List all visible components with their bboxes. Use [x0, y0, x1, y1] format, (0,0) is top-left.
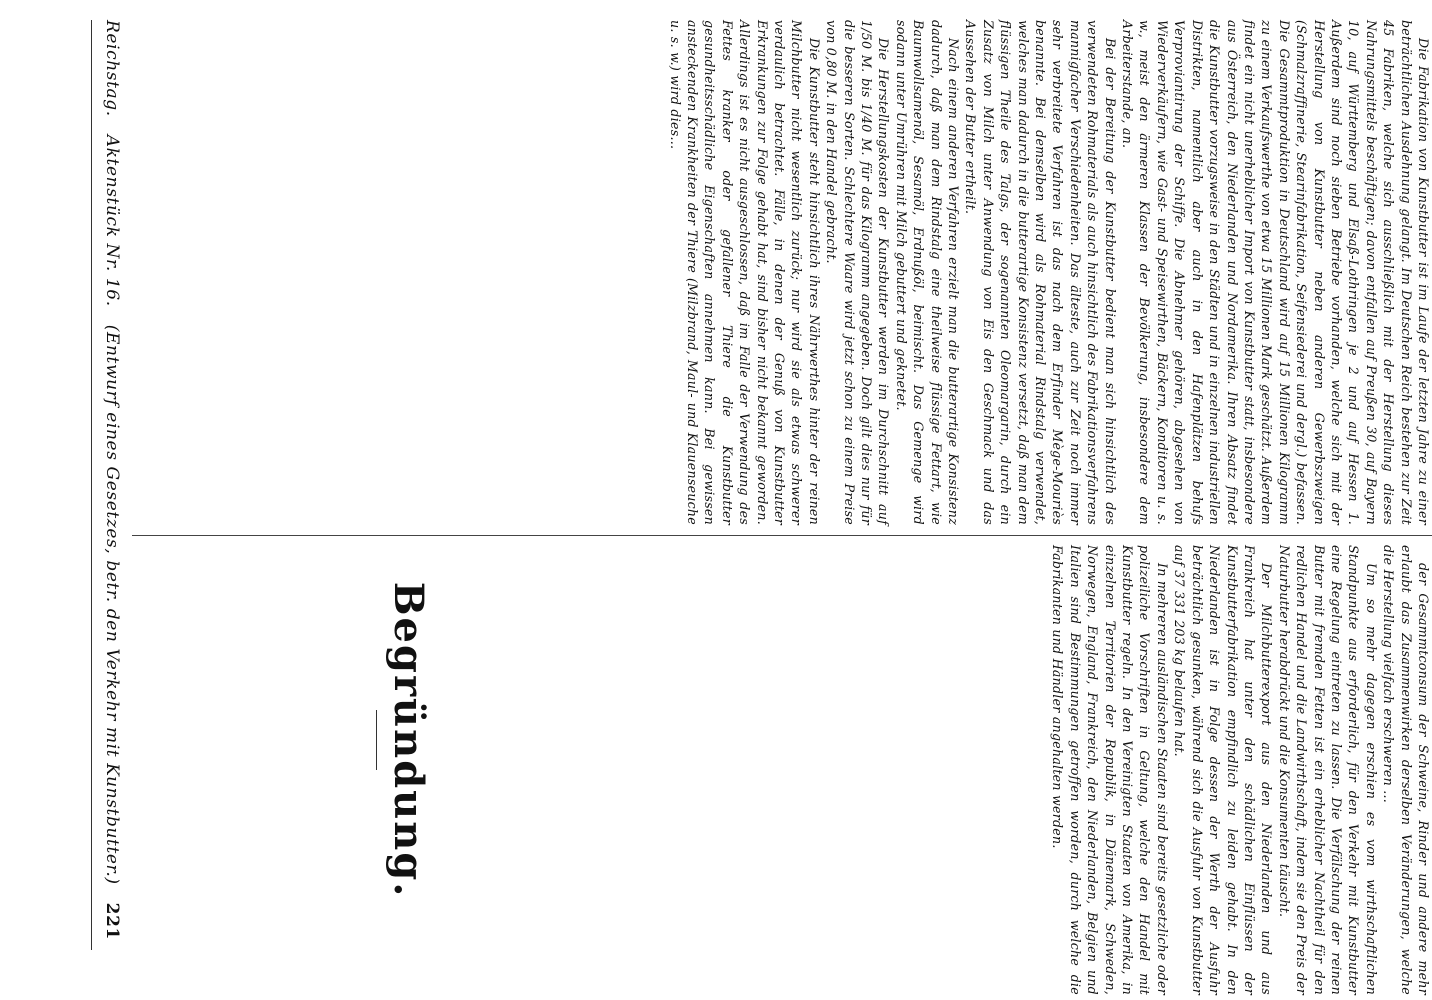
text-column-left-of-scan — [132, 545, 1432, 995]
paragraph: Die Herstellungskosten der Kunstbutter werden im Durchschnitt auf 1/50 M. bis 1/40 M. für das Kilogramm angegeben. Doch gilt dies nur für die besseren Sorten. Schlechtere Waare wird jetzt schon zu einem Preise von 0,80 M. in den Handel gebracht. — [824, 20, 892, 525]
paragraph: Nach einem anderen Verfahren erzielt man die butterartige Konsistenz dadurch, daß man dem Rindstalg eine theilweise flüssige Fettart, wie Baumwollsamenöl, Sesamöl, Erdnußöl, beimischt. Das Gemenge wird sodann unter Umrühren mit Milch gebuttert und geknetet. — [893, 20, 962, 525]
header-parliament: Reichstag. — [102, 20, 122, 117]
paragraph: In mehreren ausländischen Staaten sind bereits gesetzliche oder polizeiliche Vorschriften in Geltung, welche den Handel mit Kunstbutter regeln. In den Vereinigten Staaten von Amerika, in einzelnen Territorien der Republik, in Dänemark, Schweden, Norwegen, England, Frankreich, den Niederlanden, Belgien und Italien sind Bestimmungen getroffen worden, durch welche die Fabrikanten und Händler angehalten werden. — [1050, 545, 1170, 995]
section-title: Begründung. — [385, 581, 432, 899]
text-column-right-of-scan — [442, 20, 1432, 525]
column-divider — [132, 535, 1432, 536]
page-number: 221 — [102, 902, 122, 940]
paragraph: der Gesammtconsum der Schweine, Rinder und andere mehr erlaubt das Zusammenwirken derselben Veränderungen, welche die Herstellung vielfach erschweren ... — [1381, 545, 1431, 995]
paragraph: Die Fabrikation von Kunstbutter ist im Laufe der letzten Jahre zu einer beträchtlichen Ausdehnung gelangt. Im Deutschen Reich bestehen zur Zeit 45 Fabriken, welche sich ausschließlich mit der Herstellung dieses Nahrungsmittels beschäftigen; davon entfallen auf Preußen 30, auf Bayern 10, auf Württemberg und Elsaß-Lothringen je 2 und auf Hessen 1. Außerdem sind noch sieben Betriebe vorhanden, welche sich mit der Herstellung von Kunstbutter neben anderen Gewerbszweigen (Schmalzraffinerie, Stearinfabrikation, Seifensiederei und dergl.) befassen. Die Gesammtproduktion in Deutschland wird auf 15 Millionen Kilogramm zu einem Verkaufswerthe von etwa 15 Millionen Mark geschätzt. Außerdem findet ein nicht unerheblicher Import von Kunstbutter statt, insbesondere aus Österreich, den Niederlanden und Nordamerika. Ihren Absatz findet die Kunstbutter vorzugsweise in den Städten und in einzelnen industriellen Distrikten, namentlich aber auch in den Hafenplätzen behufs Verproviantirung der Schiffe. Die Abnehmer gehören, abgesehen von Wiederverkäufern, wie Gast- und Speisewirthen, Bäckern, Konditoren u. s. w., meist den ärmeren Klassen der Bevölkerung, insbesondere dem Arbeiterstande, an. — [1120, 20, 1431, 525]
paragraph: Um so mehr dagegen erschien es vom wirthschaftlichen Standpunkte aus erforderlich, für den Verkehr mit Kunstbutter eine Regelung eintreten zu lassen. Die Verfälschung der reinen Butter mit fremden Fetten ist ein erheblicher Nachtheil für den redlichen Handel und die Landwirthschaft, indem sie den Preis der Naturbutter herabdrückt und die Konsumenten täuscht. — [1276, 545, 1379, 995]
header-rule — [91, 20, 92, 950]
running-header — [96, 20, 122, 940]
header-subject: (Entwurf eines Gesetzes, betr. den Verkehr mit Kunstbutter.) — [102, 324, 122, 885]
header-document-number: Aktenstück Nr. 16. — [102, 134, 122, 307]
paragraph: Der Milchbutterexport aus den Niederlanden und aus Frankreich hat unter den schädlichen Einflüssen der Kunstbutterfabrikation empfindlich zu leiden gehabt. In den Niederlanden ist in Folge dessen der Werth der Ausfuhr beträchtlich gesunken, während sich die Ausfuhr von Kunstbutter auf 37 331 203 kg belaufen hat. — [1172, 545, 1275, 995]
paragraph: Bei der Bereitung der Kunstbutter bedient man sich hinsichtlich des verwendeten Rohmaterials als auch hinsichtlich des Fabrikationsverfahrens mannigfacher Verschiedenheiten. Das älteste, auch zur Zeit noch immer sehr verbreitete Verfahren ist das nach dem Erfinder Mège-Mouriès benannte. Bei demselben wird als Rohmaterial Rindstalg verwendet, welches man dadurch in die butterartige Konsistenz versetzt, daß man dem flüssigen Theile des Talgs, der sogenannten Oleomargarin, durch ein Zusatz von Milch unter Anwendung von Eis den Geschmack und das Aussehen der Butter ertheilt. — [963, 20, 1118, 525]
paragraph: Die Kunstbutter steht hinsichtlich ihres Nährwerthes hinter der reinen Milchbutter nicht wesentlich zurück; nur wird sie als etwas schwerer verdaulich betrachtet. Fälle, in denen der Genuß von Kunstbutter Erkrankungen zur Folge gehabt hat, sind bisher nicht bekannt geworden. Allerdings ist es nicht ausgeschlossen, daß im Falle der Verwendung des Fettes kranker oder gefallener Thiere die Kunstbutter gesundheitsschädliche Eigenschaften annehmen kann. Bei gewissen ansteckenden Krankheiten der Thiere (Milzbrand, Maul- und Klauenseuche u. s. w.) wird dies... — [667, 20, 822, 525]
